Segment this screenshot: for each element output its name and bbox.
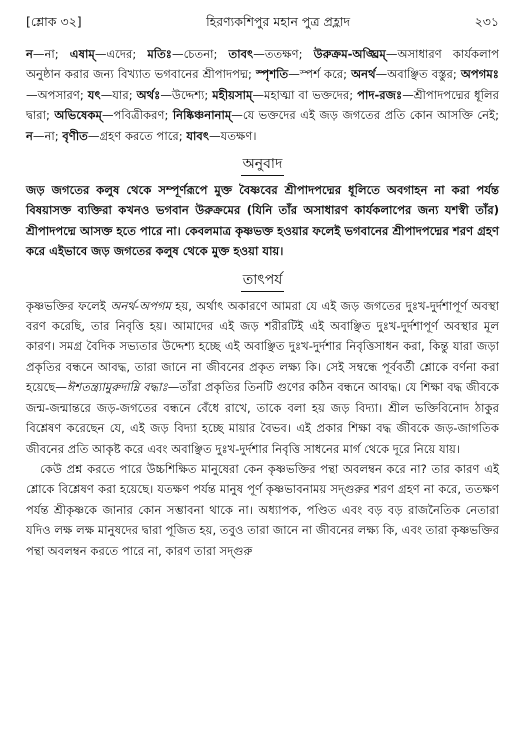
purport-text: কৃষ্ণভক্তির ফলেই bbox=[26, 298, 111, 313]
synonym-term: যাবৎ bbox=[186, 128, 210, 143]
purport-paragraph-2: কেউ প্রশ্ন করতে পারে উচ্চশিক্ষিত মানুষেরা কেন কৃষ্ণভক্তির পন্থা অবলম্বন করে না? তার কারণ এই শ্লোকে বিশ্লেষণ করা হয়েছে। যতক্ষণ পর্যন্ত মানুষ পূর্ণ কৃষ্ণভাবনাময় সদ্গুরুর শরণ গ্রহণ না করে, ততক্ষণ পর্যন্ত শ্রীকৃষ্ণকে জানার কোন সম্ভাবনা থাকে না। অধ্যাপক, পণ্ডিত এবং বড় বড় রাজনৈতিক নেতারা যদিও লক্ষ লক্ষ মানুষদের দ্বারা পূজিত হয়, তবুও তারা জানে না জীবনের লক্ষ্য কি, এবং তারা কৃষ্ণভক্তির পন্থা অবলম্বন করতে পারে না, কারণ তারা সদ্গুরু bbox=[26, 461, 499, 558]
synonym-definition: গ্রহণ করতে পারে; bbox=[99, 128, 187, 143]
running-header bbox=[26, 14, 499, 40]
synonym-definition: শ্রীপাদপদ্মের ধূলির দ্বারা; bbox=[26, 87, 499, 123]
synonym-term: অপগমঃ bbox=[460, 67, 499, 82]
synonym-definition: না; bbox=[44, 128, 63, 143]
synonym-term: অভিষেকম্ bbox=[54, 108, 102, 123]
synonym-term: বৃণীত bbox=[62, 128, 88, 143]
synonym-term: নিষ্কিঞ্চনানাম্ bbox=[172, 108, 232, 123]
chapter-title: হিরণ্যকশিপুর মহান পুত্র প্রহ্লাদ bbox=[206, 14, 351, 29]
synonym-definition: চেতনা; bbox=[183, 47, 229, 61]
synonym-term: অনর্থ bbox=[351, 67, 376, 82]
translation-heading-text: অনুবাদ bbox=[241, 154, 285, 176]
synonym-term: অর্থঃ bbox=[136, 87, 161, 102]
synonym-term: যৎ bbox=[87, 87, 101, 102]
synonym-term: স্পৃশতি bbox=[256, 67, 289, 82]
purport-paragraph-1 bbox=[26, 296, 499, 459]
synonym-definition: যতক্ষণ। bbox=[220, 128, 257, 143]
synonym-definition: ততক্ষণ; bbox=[264, 47, 314, 61]
synonym-term: পাদ-রজঃ bbox=[357, 87, 403, 102]
translation-heading bbox=[26, 154, 499, 176]
synonym-term: এষাম্ bbox=[69, 47, 95, 61]
purport-italic-term: অনর্থ-অপগম bbox=[110, 298, 171, 313]
verse-reference: [শ্লোক ৩২] bbox=[26, 14, 82, 29]
page-number: ২৩১ bbox=[474, 14, 499, 29]
purport-italic-quote: ঈশতন্ত্র্যামুরুদাম্নি বদ্ধাঃ bbox=[66, 380, 168, 395]
synonym-definition: যার; bbox=[112, 87, 137, 102]
synonym-term: ন bbox=[26, 128, 33, 143]
synonym-definition: পবিত্রীকরণ; bbox=[113, 108, 173, 123]
synonym-definition: স্পর্শ করে; bbox=[299, 67, 352, 82]
synonym-definition: উদ্দেশ্য; bbox=[171, 87, 213, 102]
synonym-term: মতিঃ bbox=[147, 47, 172, 61]
synonym-definition: না; bbox=[44, 47, 70, 61]
synonym-definition: এদের; bbox=[106, 47, 148, 61]
synonym-term: উরুক্রম-অঙ্ঘ্রিম্ bbox=[313, 47, 386, 61]
synonym-definition: মহাত্মা বা ভক্তদের; bbox=[264, 87, 358, 102]
synonym-term: ন bbox=[26, 47, 33, 61]
synonym-definition: অপসারণ; bbox=[37, 87, 88, 102]
purport-text: হয়, অর্থাৎ অকারণে আমরা যে এই জড় জগতের দুঃখ-দুর্দশাপূর্ণ অবস্থা বরণ করেছি, তার নিবৃত্তি হয়। আমাদের এই জড় শরীরটিই এই অবাঞ্ছিত দুঃখ-দুর্দশাপূর্ণ অবস্থার মূল কারণ। সমগ্র বৈদিক সভ্যতার উদ্দেশ্য হচ্ছে এই অবাঞ্ছিত দুঃখ-দুর্দশার নিবৃত্তিসাধন করা, কিন্তু যারা জড়া প্রকৃতির বন্ধনে আবদ্ধ, তারা জানে না জীবনের প্রকৃত লক্ষ্য কি। সেই সম্বন্ধে পূর্ববর্তী শ্লোকে বর্ণনা করা হয়েছে— bbox=[26, 298, 499, 395]
synonym-term: তাবৎ bbox=[228, 47, 254, 61]
purport-text: —তাঁরা প্রকৃতির তিনটি গুণের কঠিন বন্ধনে আবদ্ধ। যে শিক্ষা বদ্ধ জীবকে জন্ম-জন্মান্তরে জড়-জগতের বন্ধনে বেঁধে রাখে, তাকে বলা হয় জড় বিদ্যা। শ্রীল ভক্তিবিনোদ ঠাকুর বিশ্লেষণ করেছেন যে, এই জড় বিদ্যা হচ্ছে মায়ার বৈভব। এই প্রকার শিক্ষা বদ্ধ জীবকে জড়-জাগতিক জীবনের প্রতি আকৃষ্ট করে এবং অবাঞ্ছিত দুঃখ-দুর্দশার নিবৃত্তি সাধনের মার্গ থেকে দূরে নিয়ে যায়। bbox=[26, 380, 499, 456]
synonym-term: মহীয়সাম্ bbox=[212, 87, 253, 102]
synonym-definition: অবাঞ্ছিত বস্তুর; bbox=[387, 67, 461, 82]
purport-body bbox=[26, 296, 499, 561]
purport-heading bbox=[26, 270, 499, 292]
synonym-definition: যে ভক্তদের এই জড় জগতের প্রতি কোন আসক্তি নেই; bbox=[242, 108, 499, 123]
purport-heading-text: তাৎপর্য bbox=[241, 270, 285, 292]
translation-text: জড় জগতের কলুষ থেকে সম্পূর্ণরূপে মুক্ত বৈষ্ণবের শ্রীপাদপদ্মের ধূলিতে অবগাহন না করা পর্যন্ত বিষয়াসক্ত ব্যক্তিরা কখনও ভগবান উরুক্রমের (যিনি তাঁর অসাধারণ কার্যকলাপের জন্য যশস্বী তাঁর) শ্রীপাদপদ্মে আসক্ত হতে পারে না। কেবলমাত্র কৃষ্ণভক্ত হওয়ার ফলেই ভগবানের শ্রীপাদপদ্মের শরণ গ্রহণ করে এইভাবে জড় জগতের কলুষ থেকে মুক্ত হওয়া যায়। bbox=[26, 183, 499, 259]
synonym-definition: অসাধারণ কার্যকলাপ অনুষ্ঠান করার জন্য বিখ্যাত ভগবানের শ্রীপাদপদ্ম; bbox=[26, 47, 499, 82]
word-for-word-synonyms: ন—না; এষাম্—এদের; মতিঃ—চেতনা; তাবৎ—ততক্ষণ; উরুক্রম-অঙ্ঘ্রিম্—অসাধারণ কার্যকলাপ অনুষ্ঠান করার জন্য বিখ্যাত ভগবানের শ্রীপাদপদ্ম; স্পৃশতি—স্পর্শ করে; অনর্থ—অবাঞ্ছিত বস্তুর; অপগমঃ—অপসারণ; যৎ—যার; অর্থঃ—উদ্দেশ্য; মহীয়সাম্—মহাত্মা বা ভক্তদের; পাদ-রজঃ—শ্রীপাদপদ্মের ধূলির দ্বারা; অভিষেকম্—পবিত্রীকরণ; নিষ্কিঞ্চনানাম্—যে ভক্তদের এই জড় জগতের প্রতি কোন আসক্তি নেই; ন—না; বৃণীত—গ্রহণ করতে পারে; যাবৎ—যতক্ষণ। bbox=[26, 47, 499, 143]
